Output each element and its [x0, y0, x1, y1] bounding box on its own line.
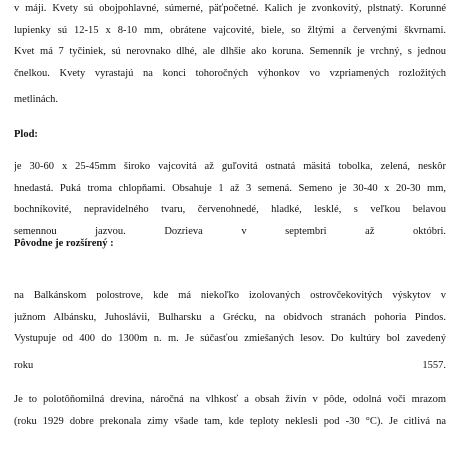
text-line: semennou jazvou. Dozrieva v septembri až októbri. [14, 225, 446, 237]
text-line: v máji. Kvety sú obojpohlavné, súmerné, päťpočetné. Kalich je zvonkovitý, plstnatý. Korunné [14, 3, 446, 14]
text-line: čnelkou. Kvety vyrastajú na konci tohoročných výhonkov vo vzpriamených rozložitých [14, 67, 446, 79]
text-line: bochníkovité, nepravidelného tvaru, červenohnedé, hladké, lesklé, s veľkou belavou [14, 204, 446, 215]
text-line: (roku 1929 dobre prekonala zimy všade tam, kde teploty neklesli pod -30 °C). Je citlivá na [14, 415, 446, 427]
text-fragment: 1557. [422, 359, 446, 371]
text-fragment: roku [14, 359, 34, 371]
text-line: Je to polotôňomilná drevina, náročná na vlhkosť a obsah živín v pôde, odolná voči mrazom [14, 394, 446, 405]
text-line [14, 355, 446, 377]
text-line: južnom Albánsku, Juhoslávii, Bulharsku a Grécku, na obidvoch stranách pohoria Pindos. [14, 311, 446, 323]
text-line: metlinách. [14, 94, 59, 105]
heading-povodne: Pôvodne je rozšírený : [14, 238, 114, 249]
text-line: na Balkánskom polostrove, kde má niekoľko izolovaných ostrovčekovitých výskytov v [14, 290, 446, 301]
text-line: lupienky sú 12-15 x 8-10 mm, obrátene vajcovité, biele, so žltými a červenými škvrnami. [14, 24, 446, 36]
heading-plod: Plod: [14, 129, 38, 140]
text-line: hnedastá. Puká troma chlopňami. Obsahuje 1 až 3 semená. Semeno je 30-40 x 20-30 mm, [14, 182, 446, 194]
paragraph-ecology [14, 394, 446, 437]
paragraph-flower-description [14, 3, 446, 111]
text-line: je 30-60 x 25-45mm široko vajcovitá až guľovitá ostnatá mäsitá tobolka, zelená, neskôr [14, 161, 446, 172]
text-line: Kvet má 7 tyčiniek, sú nerovnako dlhé, ale dlhšie ako koruna. Semenník je vrchný, s jednou [14, 46, 446, 57]
paragraph-distribution [14, 290, 446, 376]
text-line: Vystupuje od 400 do 1300m n. m. Je súčasťou zmiešaných lesov. Do kultúry bol zavedený [14, 333, 446, 344]
